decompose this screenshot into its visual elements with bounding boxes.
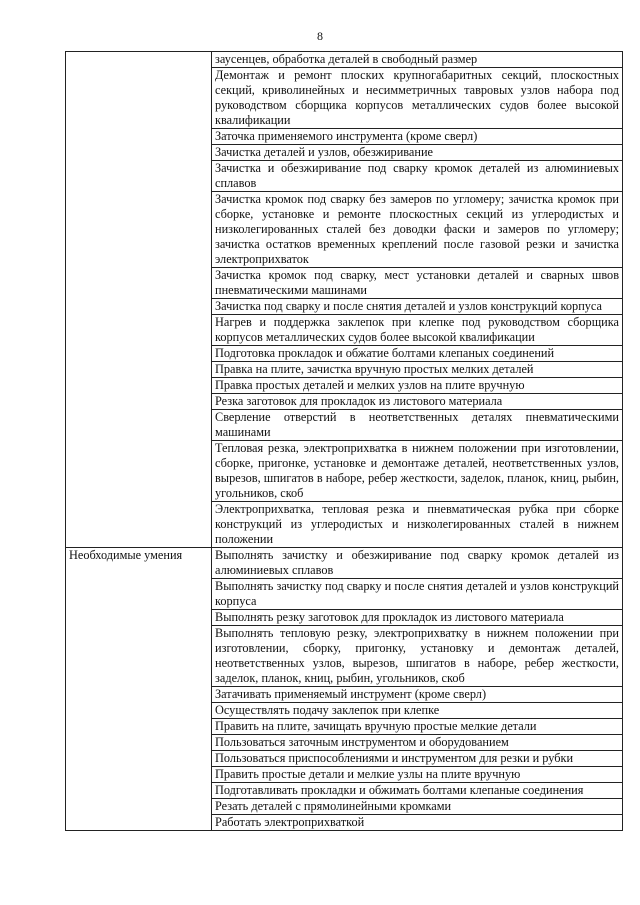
table-cell-item: Правка на плите, зачистка вручную простых мелких деталей: [212, 362, 623, 378]
table-cell-item: Зачистка деталей и узлов, обезжиривание: [212, 145, 623, 161]
table-cell-item: Выполнять тепловую резку, электроприхватку в нижнем положении при изготовлении, сборку, пригонку, установку и демонтаж деталей, неответственных узлов, вырезов, шпигатов в наборе, ребер жесткости, заделок, планок, книц, рыбин, угольников, скоб: [212, 626, 623, 687]
table-cell-item: заусенцев, обработка деталей в свободный размер: [212, 52, 623, 68]
table-cell-item: Выполнять зачистку под сварку и после снятия деталей и узлов конструкций корпуса: [212, 579, 623, 610]
table-cell-item: Зачистка кромок под сварку без замеров по угломеру; зачистка кромок при сборке, установке и ремонте плоскостных секций из углеродистых и низколегированных сталей без доводки фаски и замеров по угломеру; зачистка остатков временных креплений после газовой резки и зачистка электроприхваток: [212, 192, 623, 268]
table-row: [66, 548, 623, 579]
table-cell-item: Демонтаж и ремонт плоских крупногабаритных секций, плоскостных секций, криволинейных и несимметричных тавровых узлов набора под руководством сборщика корпусов металлических судов более высокой квалификации: [212, 68, 623, 129]
table-cell-item: Работать электроприхваткой: [212, 815, 623, 831]
table-cell-item: Зачистка под сварку и после снятия деталей и узлов конструкций корпуса: [212, 299, 623, 315]
table-cell-item: Правка простых деталей и мелких узлов на плите вручную: [212, 378, 623, 394]
table-cell-item: Выполнять зачистку и обезжиривание под сварку кромок деталей из алюминиевых сплавов: [212, 548, 623, 579]
table-cell-item: Подготавливать прокладки и обжимать болтами клепаные соединения: [212, 783, 623, 799]
section-label: [66, 52, 212, 548]
table-cell-item: Тепловая резка, электроприхватка в нижнем положении при изготовлении, сборке, пригонке, установке и демонтаже деталей, неответственных узлов, вырезов, шпигатов в наборе, ребер жесткости, заделок, планок, книц, рыбин, угольников, скоб: [212, 441, 623, 502]
competency-table: [65, 51, 623, 831]
page-number: 8: [317, 29, 323, 43]
table-cell-item: Зачистка кромок под сварку, мест установки деталей и сварных швов пневматическими машинами: [212, 268, 623, 299]
section-label: Необходимые умения: [66, 548, 212, 831]
table-cell-item: Сверление отверстий в неответственных деталях пневматическими машинами: [212, 410, 623, 441]
table-cell-item: Править простые детали и мелкие узлы на плите вручную: [212, 767, 623, 783]
table-cell-item: Заточка применяемого инструмента (кроме сверл): [212, 129, 623, 145]
table-cell-item: Подготовка прокладок и обжатие болтами клепаных соединений: [212, 346, 623, 362]
table-cell-item: Резка заготовок для прокладок из листового материала: [212, 394, 623, 410]
table-cell-item: Нагрев и поддержка заклепок при клепке под руководством сборщика корпусов металлических судов более высокой квалификации: [212, 315, 623, 346]
table-row: [66, 52, 623, 68]
table-cell-item: Править на плите, зачищать вручную простые мелкие детали: [212, 719, 623, 735]
table-cell-item: Резать деталей с прямолинейными кромками: [212, 799, 623, 815]
table-cell-item: Затачивать применяемый инструмент (кроме сверл): [212, 687, 623, 703]
table-cell-item: Осуществлять подачу заклепок при клепке: [212, 703, 623, 719]
table-cell-item: Пользоваться заточным инструментом и оборудованием: [212, 735, 623, 751]
table-body: [66, 52, 623, 831]
table-cell-item: Электроприхватка, тепловая резка и пневматическая рубка при сборке конструкций из углеродистых и низколегированных сталей в нижнем положении: [212, 502, 623, 548]
table-cell-item: Пользоваться приспособлениями и инструментом для резки и рубки: [212, 751, 623, 767]
table-cell-item: Зачистка и обезжиривание под сварку кромок деталей из алюминиевых сплавов: [212, 161, 623, 192]
table-cell-item: Выполнять резку заготовок для прокладок из листового материала: [212, 610, 623, 626]
